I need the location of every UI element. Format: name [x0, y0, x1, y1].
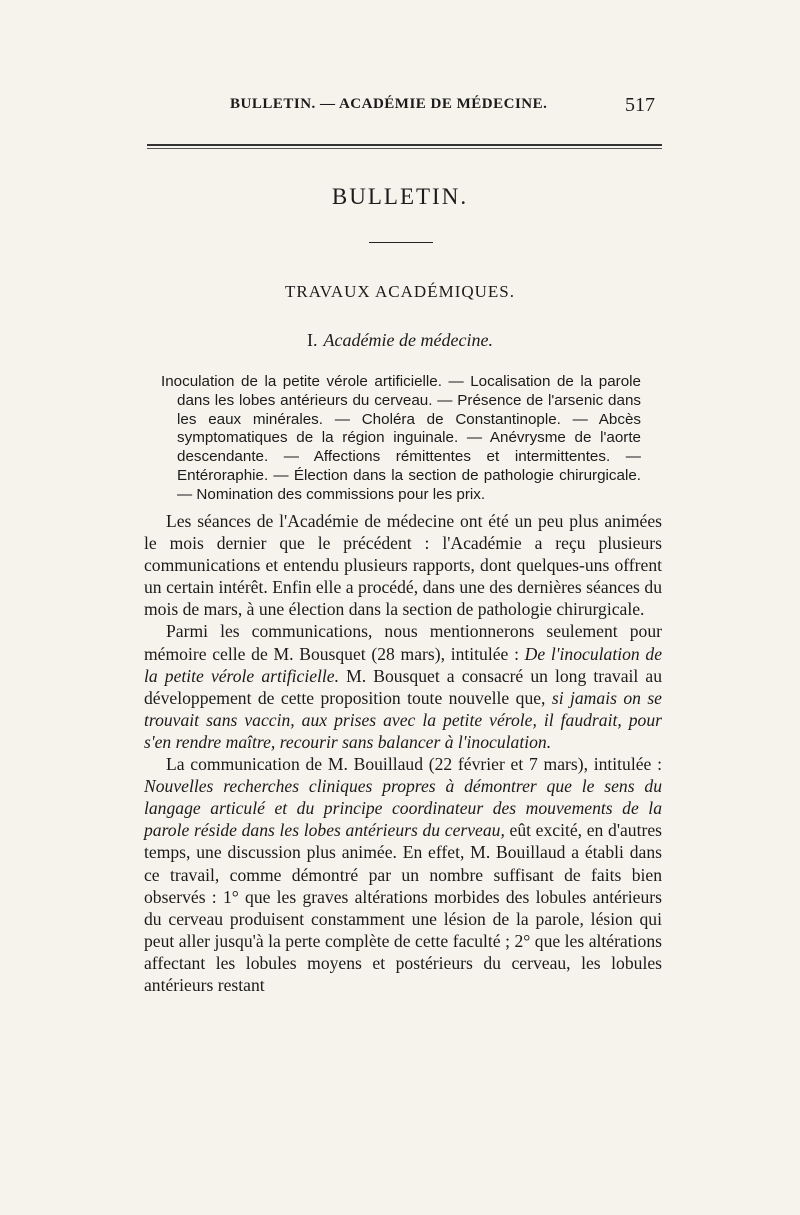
subsection-name: Académie de médecine. [323, 330, 493, 350]
paragraph-3-title-italic: Nouvelles recherches cliniques propres à démontrer que le sens du langage articulé et du principe coordinateur des mouvements de la parole réside dans les lobes antérieurs du cerveau, [144, 776, 662, 841]
paragraph-2-quote-italic: si jamais on se trouvait sans vaccin, aux prises avec la petite vérole, il faudrait, pour s'en rendre maître, recourir sans balancer à l'inoculation. [144, 687, 662, 752]
header-rule [147, 144, 662, 149]
paragraph-3 [144, 753, 662, 996]
paragraph-1-text: Les séances de l'Académie de médecine ont été un peu plus animées le mois dernier que le précédent : l'Académie a reçu plusieurs communications et entendu plusieurs rapports, dont quelques-uns offrent un certain intérêt. Enfin elle a procédé, dans une des dernières séances du mois de mars, à une élection dans la section de pathologie chirurgicale. [144, 511, 662, 620]
page-title: BULLETIN. [331, 184, 469, 209]
paragraph-2-title-italic: De l'inoculation de la petite vérole artificielle. [144, 643, 662, 686]
title-rule [369, 242, 433, 243]
paragraph-2-text-c: M. Bousquet a consacré un long travail au développement de cette proposition toute nouvelle que, [144, 665, 662, 708]
section-title: TRAVAUX ACADÉMIQUES. [284, 282, 515, 301]
paragraph-2 [144, 620, 662, 753]
running-header [145, 96, 655, 122]
article-body [144, 510, 662, 996]
subsection-numeral: I. [307, 330, 318, 350]
summary-of-contents: Inoculation de la petite vérole artificielle. — Localisation de la parole dans les lobes antérieurs du cerveau. — Présence de l'arsenic dans les eaux minérales. — Choléra de Constantinople. — Abcès symptomatiques de la région inguinale. — Anévrysme de l'aorte descendante. — Affections rémittentes et intermittentes. — Entéroraphie. — Élection dans la section de pathologie chirurgicale. — Nomination des commissions pour les prix. [161, 373, 641, 503]
paragraph-3-text-c: eût excité, en d'autres temps, une discussion plus animée. En effet, M. Bouillaud a établi dans ce travail, comme démontré par un nombre suffisant de faits bien observés : 1° que les graves altérations morbides des lobules antérieurs du cerveau produisent constamment une lésion de la parole, lésion qui peut aller jusqu'à la perte complète de cette faculté ; 2° que les altérations affectant les lobules moyens et postérieurs du cerveau, les lobules antérieurs restant [144, 820, 662, 995]
running-title: BULLETIN. — ACADÉMIE DE MÉDECINE. [230, 96, 548, 112]
paragraph-2-text-a: Parmi les communications, nous mentionnerons seulement pour mémoire celle de M. Bousquet (28 mars), intitulée : [144, 621, 662, 664]
page-number: 517 [625, 94, 655, 116]
paragraph-3-text-a: La communication de M. Bouillaud (22 février et 7 mars), intitulée : [166, 754, 662, 775]
subsection-title [0, 330, 800, 351]
paragraph-1 [144, 510, 662, 620]
